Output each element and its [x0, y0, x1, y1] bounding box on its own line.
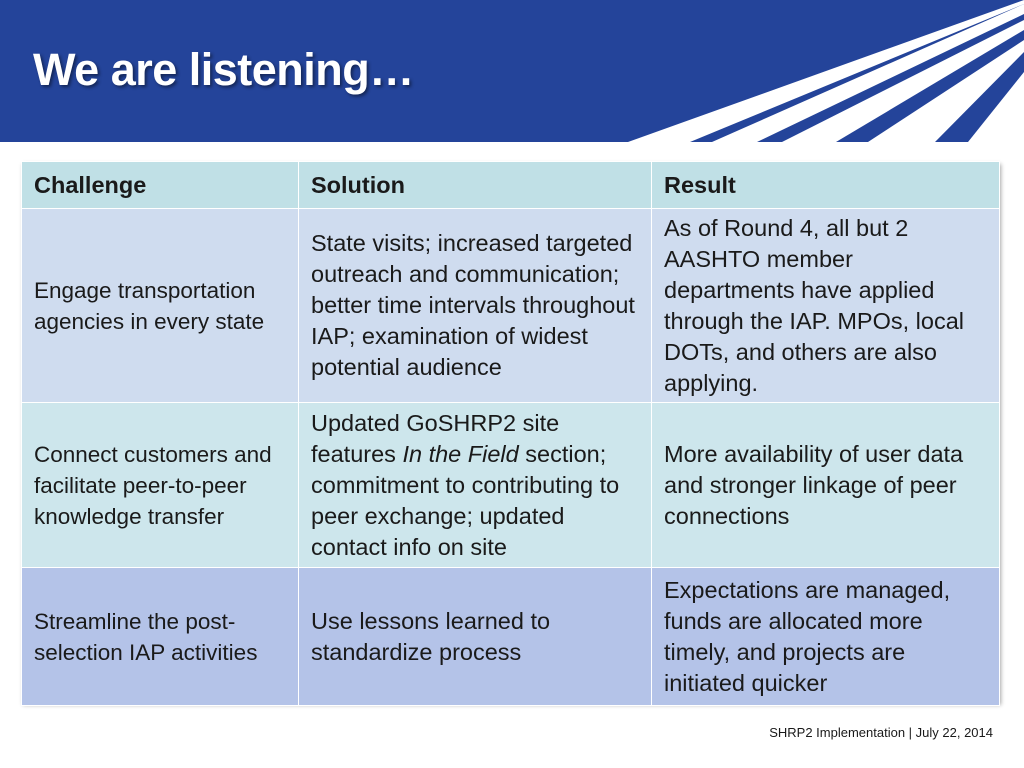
footer-text: SHRP2 Implementation | July 22, 2014 — [769, 725, 993, 740]
solution-text-end: section; commitment to contributing to peer exchange; updated contact info on site — [311, 440, 620, 560]
solution-cell: State visits; increased targeted outreach and communication; better time intervals throughout IAP; examination of widest potential audience — [299, 209, 652, 403]
solution-cell — [299, 403, 652, 568]
result-cell: More availability of user data and stronger linkage of peer connections — [652, 403, 1000, 568]
column-header-solution: Solution — [299, 162, 652, 209]
solution-text-start: Updated GoSHRP2 site features — [311, 409, 560, 467]
solution-cell: Use lessons learned to standardize process — [299, 568, 652, 706]
column-header-challenge: Challenge — [22, 162, 299, 209]
title-banner — [0, 0, 1024, 142]
solution-text-italic: In the Field — [402, 440, 519, 467]
column-header-result: Result — [652, 162, 1000, 209]
table-row — [22, 209, 1000, 403]
challenge-table — [21, 161, 999, 702]
result-cell: As of Round 4, all but 2 AASHTO member departments have applied through the IAP. MPOs, local DOTs, and others are also applying. — [652, 209, 1000, 403]
table-header-row — [22, 162, 1000, 209]
table-row — [22, 568, 1000, 706]
page-title: We are listening… — [33, 44, 414, 95]
challenge-cell: Connect customers and facilitate peer-to-peer knowledge transfer — [22, 403, 299, 568]
challenge-cell: Engage transportation agencies in every state — [22, 209, 299, 403]
table-row — [22, 403, 1000, 568]
result-cell: Expectations are managed, funds are allocated more timely, and projects are initiated quicker — [652, 568, 1000, 706]
challenge-cell: Streamline the post-selection IAP activities — [22, 568, 299, 706]
